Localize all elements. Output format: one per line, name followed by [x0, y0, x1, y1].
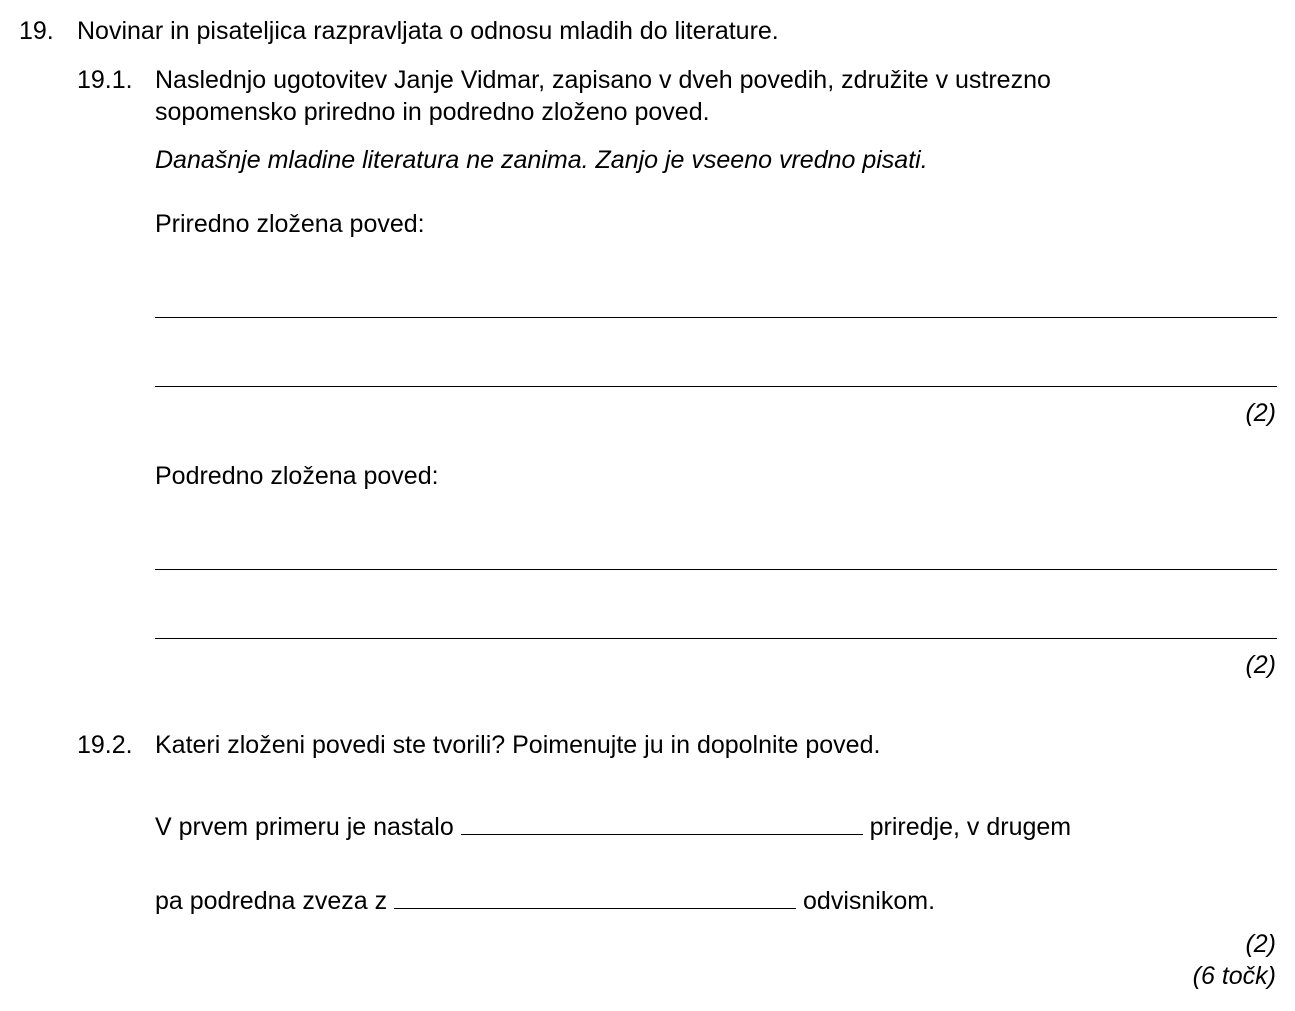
fill-line1-before: V prvem primeru je nastalo — [155, 813, 454, 841]
part-a-points: (2) — [1245, 399, 1276, 427]
part-a-answer-line-2[interactable] — [155, 386, 1277, 387]
question-number: 19. — [19, 17, 54, 45]
part-b-answer-line-2[interactable] — [155, 638, 1277, 639]
task-1-quote: Današnje mladine literatura ne zanima. Zanjo je vseeno vredno pisati. — [155, 146, 928, 174]
task-2-points: (2) — [1245, 930, 1276, 958]
task-1-instruction-line2: sopomensko priredno in podredno zloženo poved. — [155, 98, 710, 126]
fill-blank-1[interactable] — [461, 808, 863, 835]
part-b-points: (2) — [1245, 651, 1276, 679]
fill-sentence-line-1 — [155, 808, 1071, 843]
part-b-label: Podredno zložena poved: — [155, 462, 439, 490]
fill-line2-after: odvisnikom. — [803, 887, 936, 915]
question-text: Novinar in pisateljica razpravljata o odnosu mladih do literature. — [77, 17, 779, 45]
fill-blank-2[interactable] — [394, 882, 796, 909]
fill-sentence-line-2 — [155, 882, 935, 917]
total-points: (6 točk) — [1192, 962, 1276, 990]
task-1-instruction-line1: Naslednjo ugotovitev Janje Vidmar, zapisano v dveh povedih, združite v ustrezno — [155, 66, 1051, 94]
task-1-number: 19.1. — [77, 66, 133, 94]
fill-line1-after: priredje, v drugem — [869, 813, 1072, 841]
part-b-answer-line-1[interactable] — [155, 569, 1277, 570]
task-2-instruction: Kateri zloženi povedi ste tvorili? Poimenujte ju in dopolnite poved. — [155, 731, 881, 759]
part-a-label: Priredno zložena poved: — [155, 210, 425, 238]
fill-line2-before: pa podredna zveza z — [155, 887, 388, 915]
part-a-answer-line-1[interactable] — [155, 317, 1277, 318]
task-2-number: 19.2. — [77, 731, 133, 759]
